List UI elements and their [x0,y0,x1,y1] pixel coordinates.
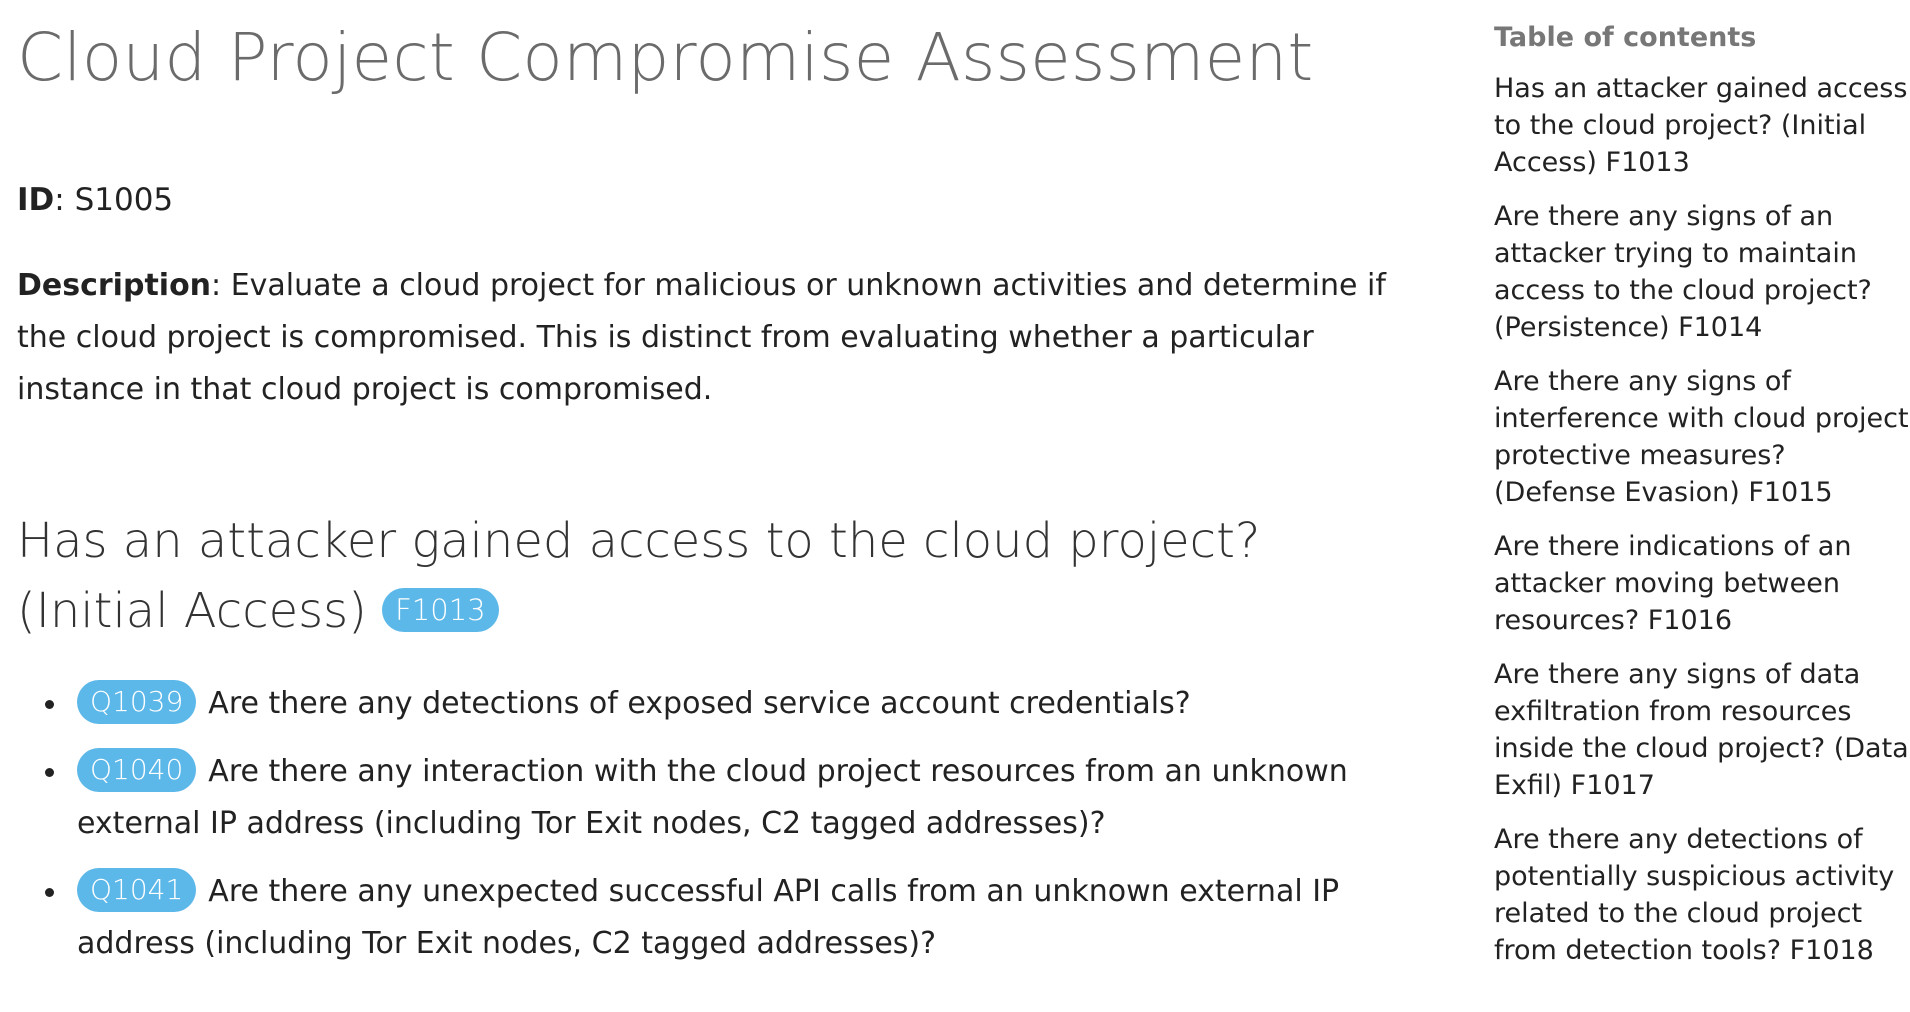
description [17,260,1417,416]
question-text: Are there any interaction with the cloud project resources from an unknown external IP address (including Tor Exit nodes, C2 tagged addresses)? [77,754,1348,841]
section-heading [17,506,1417,646]
section-heading-text: Has an attacker gained access to the cloud project? (Initial Access) [17,513,1261,639]
toc-list [1494,70,1910,969]
toc-item-f1016[interactable]: Are there indications of an attacker moving between resources? F1016 [1494,531,1852,636]
description-text: : Evaluate a cloud project for malicious or unknown activities and determine if the cloud project is compromised. This is distinct from evaluating whether a particular instance in that cloud project is compromised. [17,268,1386,407]
description-label: Description [17,268,212,303]
bullet [45,888,54,897]
page-title: Cloud Project Compromise Assessment [17,19,1314,96]
question-tag-q1039[interactable]: Q1039 [77,680,196,724]
toc-item-f1013[interactable]: Has an attacker gained access to the cloud project? (Initial Access) F1013 [1494,73,1908,178]
toc-item-f1014[interactable]: Are there any signs of an attacker trying to maintain access to the cloud project? (Persistence) F1014 [1494,201,1872,343]
toc-item-f1018[interactable]: Are there any detections of potentially suspicious activity related to the cloud project from detection tools? F1018 [1494,824,1895,966]
question-item [17,746,1417,850]
bullet [45,700,54,709]
bullet [45,768,54,777]
table-of-contents [1494,18,1910,986]
id-value: : S1005 [54,182,174,218]
section-tag-f1013[interactable]: F1013 [382,588,498,632]
toc-item-f1015[interactable]: Are there any signs of interference with cloud project protective measures? (Defense Evasion) F1015 [1494,366,1909,508]
toc-item-f1017[interactable]: Are there any signs of data exfiltration from resources inside the cloud project? (Data Exfil) F1017 [1494,659,1909,801]
question-tag-q1041[interactable]: Q1041 [77,868,196,912]
toc-title: Table of contents [1494,22,1757,53]
question-text: Are there any unexpected successful API calls from an unknown external IP address (including Tor Exit nodes, C2 tagged addresses)? [77,874,1340,961]
question-item [17,678,1417,730]
question-tag-q1040[interactable]: Q1040 [77,748,196,792]
question-item [17,866,1417,970]
question-list [17,678,1417,970]
main-content [17,0,1417,986]
question-text: Are there any detections of exposed service account credentials? [208,686,1191,721]
id-line [17,180,1417,220]
id-label: ID [17,182,55,218]
